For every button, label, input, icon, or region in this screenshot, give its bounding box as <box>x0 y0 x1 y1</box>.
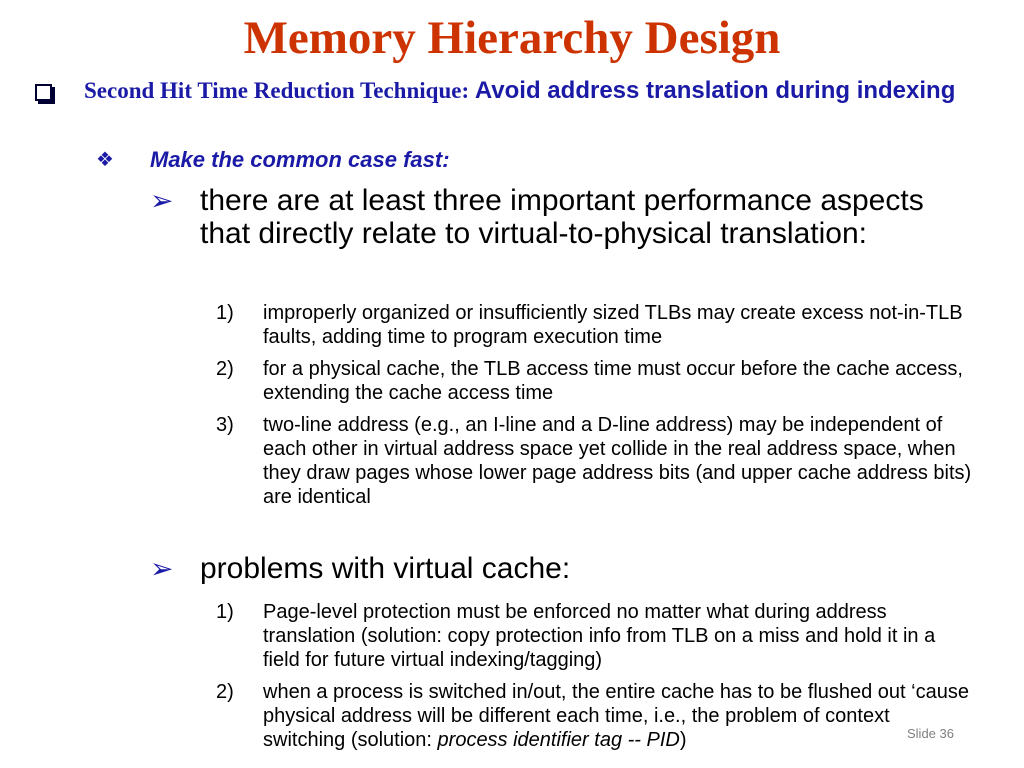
list-item <box>216 600 976 672</box>
diamond-icon: ❖ <box>96 149 114 171</box>
list-number: 2) <box>216 681 234 703</box>
numbered-list-2 <box>216 600 976 760</box>
list-text: improperly organized or insufficiently sized TLBs may create excess not-in-TLB faults, adding time to program execution time <box>263 302 963 348</box>
slide-title: Memory Hierarchy Design <box>243 12 781 64</box>
subheading-text: Make the common case fast: <box>150 147 450 172</box>
heading-bullet-item <box>35 78 995 104</box>
list-text <box>263 680 976 752</box>
list-number: 1) <box>216 601 234 623</box>
list-text: two-line address (e.g., an I-line and a D-line address) may be independent of each other in virtual address space yet collide in the real address space, when they draw pages whose lower page address bits (and upper cache address bits) are identical <box>263 414 972 508</box>
subheading-item <box>96 147 976 173</box>
arrow-icon: ➢ <box>150 185 174 216</box>
heading-rest: Avoid address translation during indexing <box>474 77 956 104</box>
list-item <box>216 357 976 405</box>
heading-text <box>84 78 995 104</box>
list-number: 3) <box>216 414 234 436</box>
list-text: for a physical cache, the TLB access time must occur before the cache access, extending the cache access time <box>263 358 963 404</box>
heading-lead: Second Hit Time Reduction Technique: <box>84 78 475 103</box>
arrow-icon: ➢ <box>150 553 174 584</box>
point-item-2 <box>150 552 980 585</box>
list-text-main: when a process is switched in/out, the entire cache has to be flushed out ‘cause physical address will be different each time, i.e., the problem of context switching (solution: <box>263 681 969 751</box>
list-item <box>216 413 976 509</box>
numbered-list-1 <box>216 301 976 517</box>
point-text: problems with virtual cache: <box>200 552 571 585</box>
point-item-1 <box>150 184 980 250</box>
list-text-end: ) <box>679 729 687 751</box>
hollow-square-icon <box>35 84 52 101</box>
list-text: Page-level protection must be enforced no matter what during address translation (solution: copy protection info from TLB on a miss and hold it in a field for future virtual indexing/tagging) <box>263 601 936 671</box>
list-item <box>216 680 976 752</box>
list-number: 2) <box>216 358 234 380</box>
list-number: 1) <box>216 302 234 324</box>
list-item <box>216 301 976 349</box>
slide-number: Slide 36 <box>907 726 954 741</box>
list-text-italic: process identifier tag -- PID <box>437 729 680 751</box>
point-text: there are at least three important performance aspects that directly relate to virtual-to-physical translation: <box>200 184 924 250</box>
